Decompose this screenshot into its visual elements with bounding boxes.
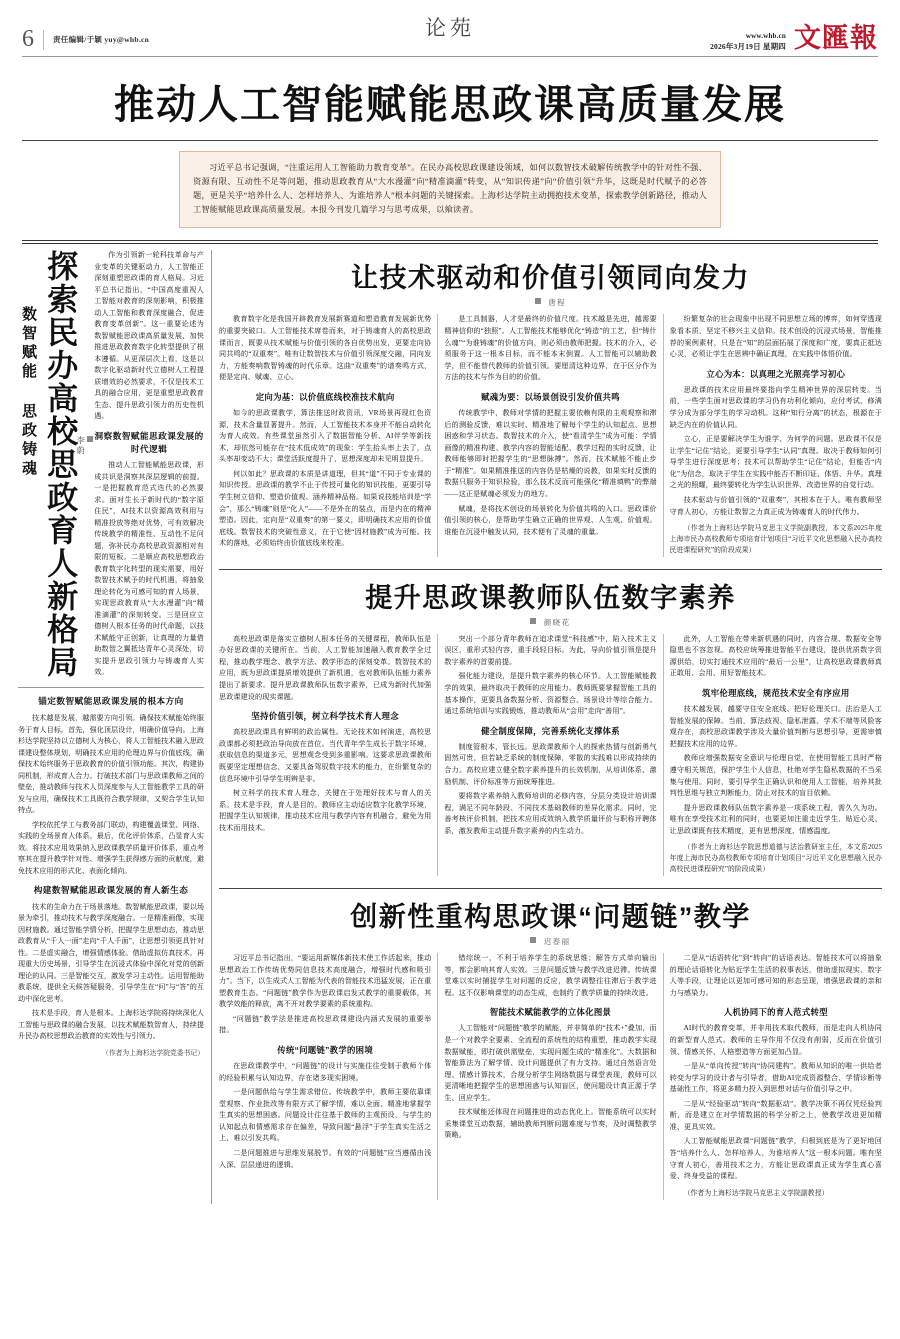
paragraph: 树立科学的技术育人理念，关键在于处理好技术与育人的关系。技术是手段，育人是目的。教师应主动适应数字化教学环境，把握学生认知规律，推动技术应用与教学内容有机融合，避免为用技术而用技术。: [219, 789, 432, 832]
paragraph: 教育数字化是我国开辟教育发展新赛道和塑造教育发展新优势的重要突破口。人工智能技术席卷而来，对于铸魂育人的高校思政课而言，既要从技术赋能与价值引领的各自优势出发，更要走向协同共鸣的“双重奏”。唯有让数智技术与价值引领深度交融，同向发力，方能奏响数智铸魂的时代乐章。这曲“双重奏”的谱奏鸣方式，便是定向、赋魂、立心。: [219, 315, 432, 382]
feature-section-3-p1: 技术的生命力在于场景落地。数智赋能思政课，要以场景为牵引，推动技术与教学深度融合。一是精准画像，实现因材施教。通过智能学情分析，把握学生思想动态，推动思政教育从“千人一面”走向“千人千面”，让思想引领更具针对性。二是虚实融合，增强情感体验。借助虚拟仿真技术，再现重大历史场景，引导学生在沉浸式体验中深化对党的创新理论的认同。三是智能交互，激发学习主动性。运用智能助教系统，提供全天候答疑服务，引导学生在“问”与“答”的互动中深化思考。: [18, 903, 204, 1003]
paragraph: 二是从“经验驱动”转向“数据驱动”。教学决策不再仅凭经验判断，而是建立在对学情数据的科学分析之上，使教学改进更加精准、更具实效。: [669, 1099, 882, 1131]
article-3-author-name: 迟春丽: [543, 936, 571, 946]
article-1-author: [219, 297, 882, 314]
paragraph: 制度管根本，管长远。思政课教师个人的探索热情与创新勇气固然可贵，但若缺乏系统的制度保障，零散的实践难以形成持续的合力。高校应建立健全数字素养提升的长效机制，从培训体系、激励机制、评价标准等方面统筹推进。: [444, 742, 657, 786]
paragraph: 纷繁复杂的社会现象中出现不同思想立场的博弈，如何穿透现象看本质，坚定不移兴主义信仰。技术创设的沉浸式场景，智能推荐的案例素材，只是在“知”的层面拓展了深度和广度，要真正抵达心灵，必须让学生在思辨中确证真理，在实践中体悟价值。: [669, 315, 882, 359]
subheading: 定向为基：以价值底线校准技术航向: [255, 391, 395, 402]
paragraph: 人工智能赋能思政课“问题链”教学，归根到底是为了更好地回答“培养什么人、怎样培养人、为谁培养人”这一根本问题。唯有坚守育人初心，善用技术之力，方能让思政课真正成为学生真心喜爱、终身受益的课程。: [669, 1137, 882, 1181]
paragraph: 此外，人工智能在带来新机遇的同时，内容合规、数据安全等隐患也不容忽视。高校应统筹推进智能平台建设，提供优质数字资源供给，切实打通技术应用的“最后一公里”，让高校思政课教师真正敢用、会用、用好智能技术。: [669, 634, 882, 678]
paragraph: 如今的思政课教学，算法推送时政资讯，VR场景再现红色资源，技术含量显著提升。然而，人工智能技术本身并不能自动转化为育人成效。有些课堂虽然引入了数据智能分析、AI伴学等新技术，却依然可能存在“技术低成效”的现象：学生抬头率上去了，点头率却变动不大；课堂活跃度提升了，思想深度却未见明显提升。: [219, 409, 432, 464]
article-2-author-name: 颜晓花: [543, 617, 571, 627]
paragraph: 要将数字素养纳入教师培训的必修内容，分层分类设计培训课程，满足不同年龄段、不同技术基础教师的差异化需求。同时，完善考核评价机制，把技术应用成效纳入教学质量评价与职称评聘体系，激发教师主动提升数字素养的内生动力。: [444, 792, 657, 835]
subheading: 人机协同下的育人范式转型: [723, 1007, 828, 1018]
article-3-columns: [219, 953, 882, 1200]
subheading: 坚持价值引领，树立科学技术育人理念: [251, 711, 399, 722]
article-1-columns: [219, 314, 882, 556]
paragraph: “问题链”教学法是推进高校思政课建设内涵式发展的重要举措。: [219, 1014, 432, 1035]
bullet-square-icon: [530, 618, 536, 624]
article-2-col-2: [438, 634, 662, 876]
article-2-columns: [219, 634, 882, 876]
paragraph: 立心，正是要解决学生为谁学、为何学的问题。思政课不仅是让学生“记住”结论，更要引导学生“认同”真理。取决于教师如何引导学生进行深度思考；技术可以帮助学生“记住”结论，但能否“内化”为信念，取决于学生在实践中能否不断印证、体悟、升华。真理之光的照耀，最终要转化为学生认识世界、改造世界的自觉行动。: [669, 435, 882, 490]
feature-section-title-1: 洞察数智赋能思政课发展的时代逻辑: [94, 430, 204, 454]
article-1-title: 让技术驱动和价值引领同向发力: [351, 263, 750, 294]
lead-rule: [22, 240, 878, 241]
feature-section-2: [18, 688, 204, 1058]
article-1-col-1: [219, 314, 437, 556]
page-body: [18, 244, 882, 1203]
article-3: [219, 889, 882, 1204]
paragraph: 习近平总书记指出，“要运用新媒体新技术使工作活起来，推动思想政治工作传统优势同信息技术高度融合，增强时代感和吸引力”。当下，以生成式人工智能为代表的智能技术迅猛发展，正在重塑教育生态。“问题链”教学作为思政课启发式教学的重要载体，其教学效能的释放，离不开对教学要素的系统重构。: [219, 953, 432, 1009]
paragraph: AI时代的教育变革，并非用技术取代教师，而是走向人机协同的新型育人范式。教师的主导作用不仅没有削弱，反而在价值引领、情感关怀、人格塑造等方面更加凸显。: [669, 1024, 882, 1056]
paragraph: 思政课的技术应用最终要指向学生精神世界的深层转变。当前，一些学生面对思政课的学习仍有功利化倾向，应付考试、修满学分成为部分学生的学习动机。这种“知行分离”的状态，根源在于缺乏内在的价值认同。: [669, 385, 882, 429]
articles-stack: [219, 250, 882, 1203]
bullet-square-icon: [87, 436, 93, 442]
feature-author-name: 李蔚: [76, 436, 86, 457]
feature-section-2-p2: 学校依托学工与教务部门联动，构建覆盖课堂、网络、实践的全场景育人体系。最后，优化评价体系，凸显育人实效。将技术应用效果纳入思政课教学质量评价体系，重点考察其在提升教学针对性、增强学生获得感方面的贡献度，避免技术应用的形式化、表面化倾向。: [18, 820, 204, 875]
newspaper-logo: 文匯報: [794, 23, 878, 54]
feature-author: [75, 436, 94, 456]
site-url: www.whb.cn: [745, 32, 786, 41]
paragraph: 错综统一，不利于培养学生的系统思维；解答方式单向输出等，都会影响其育人实效。三是问题反馈与教学改进迟滞。传统课堂难以实时捕捉学生对问题的反应，教学调整往往滞后于教学进程。这不仅影响课堂的动态生成，也制约了教学质量的持续改进。: [444, 953, 657, 997]
subheading: 传统“问题链”教学的困境: [277, 1044, 374, 1055]
article-1-signature: （作者为上海杉达学院马克思主义学院副教授，本文系2025年度上海市民办高校教师专项培育计划项目“习近平文化思想融入民办高校民进课程研究”的阶段成果）: [669, 525, 882, 554]
paragraph: 强化能力建设，是提升数字素养的核心环节。人工智能赋能教学的效果，最终取决于教师的应用能力。教师既要掌握智能工具的基本操作，更要具备数据分析、资源整合、场景设计等综合能力。通过系统培训与实践锻炼，推动教师从“会用”走向“善用”。: [444, 672, 657, 716]
paragraph: 提升思政课教师队伍数字素养是一项系统工程，需久久为功。唯有在享受技术红利的同时，也要更加注重走近学生、贴近心灵，让思政课既有技术精度，更有思想深度、情感温度。: [669, 803, 882, 835]
feature-section-3-p2: 技术是手段，育人是根本。上海杉达学院将持续深化人工智能与思政课的融合发展，以技术赋能数智育人，持续提升民办高校思想政治教育的实效性与引领力。: [18, 1009, 204, 1041]
article-3-col-1: [219, 953, 437, 1200]
lead-paragraph: 习近平总书记强调，“注重运用人工智能助力教育变革”。在民办高校思政课建设领域，如何以数智技术破解传统教学中的针对性不强、资源有限、互动性不足等问题，推动思政教育从“大水漫灌”向“精准滴灌”转变，从“知识传递”向“价值引领”升华，这既是时代赋予的必答题，更是关乎“培养什么人、怎样培养人、为谁培养人”根本问题的关键探索。上海杉达学院主动拥抱技术变革，探索教学创新路径，推动人工智能赋能思政课高质量发展。本报今刊发几篇学习与思考成果，以飨读者。: [179, 151, 721, 228]
feature-section-title-2: 锚定数智赋能思政课发展的根本方向: [38, 696, 184, 707]
article-1-col-3: [664, 314, 882, 556]
feature-section-2-p1: 技术越是发展，越需要方向引领。确保技术赋能始终服务于育人目标。首先，强化顶层设计，明确价值导向。上海杉达学院坚持以立德树人为核心，将人工智能技术融入思政课建设整体规划，明确技术应用的伦理边界与价值底线，确保技术始终服务于思政教育的价值引领功能。其次，构建协同机制，形成育人合力。打破技术部门与思政课教师之间的壁垒，推动教师与技术人员深度参与人工智能教学工具的研发与应用，确保技术工具既符合教学规律，又契合学生认知特点。: [18, 714, 204, 815]
paragraph: 突出一个部分青年教师在追求课堂“科技感”中，陷入技术主义误区，重形式轻内容，重手段轻目标。为此，导向价值引领是提升数字素养的首要前提。: [444, 634, 657, 666]
bullet-square-icon: [530, 937, 536, 943]
article-1: [219, 250, 882, 560]
feature-lead-column: [94, 250, 204, 680]
paragraph: 技术赋能还体现在问题推进的动态优化上。智能系统可以实时采集课堂互动数据，辅助教师判断问题难度与节奏，及时调整教学策略。: [444, 1108, 657, 1140]
page-title: 推动人工智能赋能思政课高质量发展: [114, 83, 786, 127]
feature-section-1-p1: 推动人工智能赋能思政课，形成共识是洞察其深层逻辑的前提。一是把握教育范式迭代的必然要求。面对生长于新时代的“数字原住民”，AI技术以资源高效利用与精准投放等绝对优势，可有效解决传统教学的精准性、互动性不足问题，弥补民办高校思政资源相对有限的短板。二是顺应高校思想政治教育数字化转型的现实需要，用好数智技术赋予的时代机遇，将抽象理论转化为可感可知的育人场景，实现思政教育从“大水漫灌”向“精准滴灌”的深刻转变。三是回应立德树人根本任务的时代命题，以技术赋能守正创新，让真理的力量借助数智之翼抵达青年心灵深处，切实提升思政引领力与铸魂育人实效。: [94, 461, 204, 677]
editor-credit: 责任编辑/于颖 yuy@whb.cn: [53, 35, 150, 44]
paragraph: 是工具制器，人才是最终的价值尺度。技术越是先进，越需要精神信仰的“独照”。人工智能技术能够优化“铸造”的工艺，但“铸什么魂”“为谁铸魂”的价值方向，则必须由教师把握。技术的介入，必须服务于这一根本目标，而不能本末倒置。人工智能可以辅助教学，但不能替代教师的价值引领。要厘清这种边界，在于区分作为方法的技术与作为目的的价值。: [444, 315, 657, 382]
paragraph: 赋魂，是将技术创设的场景转化为价值共鸣的入口。思政课价值引领的核心，是帮助学生确立正确的世界观、人生观、价值观。谁能在沉浸中触发认同，技术便有了灵魂的重量。: [444, 504, 657, 536]
feature-signature: （作者为上海杉达学院党委书记）: [102, 1049, 204, 1057]
article-2-signature: （作者为上海杉达学院思想道德与法治教研室主任，本文系2025年度上海市民办高校教师专项培育计划项目“习近平文化思想融入民办高校民进课程研究”的阶段成果）: [669, 844, 882, 874]
paragraph: 技术越发展，越要守住安全底线、把好伦理关口。法治是人工智能发展的保障。当前，算法歧视、隐私泄露、学术不端等风险客观存在，高校思政课教学涉及大量价值判断与思想引导，更需审慎把握技术应用的边界。: [669, 705, 882, 748]
masthead: [18, 0, 882, 54]
paragraph: 人工智能对“问题链”教学的赋能，并非简单的“技术+”叠加，而是一个对教学全要素、全流程的系统性的结构重塑，推动教学实现数据赋能，即打破供需壁垒，实现问题生成的“精准化”。大数据和智能算法为了解学情、设计问题提供了有力支持。通过自然语言处理、情感计算技术，合规分析学生网络数据与课堂表现，教师可以更清晰地把握学生的思想困惑与认知盲区，使问题设计真正源于学生、回应学生。: [444, 1024, 657, 1102]
article-3-col-2: [438, 953, 662, 1200]
article-3-signature: （作者为上海杉达学院马克思主义学院副教授）: [683, 1189, 829, 1197]
paragraph: 技术驱动与价值引领的“双重奏”，其根本在于人。唯有教师坚守育人初心，方能让数智之力真正成为铸魂育人的时代伟力。: [669, 495, 882, 516]
paragraph: 二是问题推进与思维发展脱节。有效的“问题链”应当遵循由浅入深、层层递进的逻辑。: [219, 1149, 432, 1169]
paragraph: 教师应增强数据安全意识与伦理自觉，在使用智能工具时严格遵守相关规范，保护学生个人信息，杜绝对学生隐私数据的不当采集与使用。同时，要引导学生正确认识和使用人工智能，培养其批判性思维与独立判断能力，防止对技术的盲目依赖。: [669, 754, 882, 798]
paragraph: 传统教学中，教师对学情的把握主要依赖有限的主观观察和滞后的测验反馈，难以实时、精准地了解每个学生的认知起点、思想困惑和学习状态。数智技术的介入，使“看清学生”成为可能：学情画像的精准构建、教学内容的智能适配、教学过程的实时反馈，让教师能够即时把握学生的“思想脉搏”。然而，技术赋能不能止步于“精准”。如果精准推送的内容仍是枯燥的说教，如果实时反馈的数据只服务于知识检验，那么技术反而可能强化“精准填鸭”的弊端——这正是赋魂必须发力的地方。: [444, 409, 657, 498]
article-2-col-1: [219, 634, 437, 876]
section-title: 论苑: [425, 16, 475, 40]
paragraph: 在思政课教学中，“问题链”的设计与实施往往受制于教师个体的经验积累与认知边界，存在诸多现实困境。: [219, 1062, 432, 1082]
feature-section-title-3: 构建数智赋能思政课发展的育人新生态: [33, 885, 189, 896]
feature-title: 探索民办高校思政育人新格局: [42, 250, 78, 680]
page-folio: 6: [22, 26, 34, 52]
feature-subtitle: 数智赋能 思政铸魂: [20, 306, 37, 480]
subheading: 智能技术赋能教学的立体化图景: [489, 1007, 612, 1018]
article-2-col-3: [664, 634, 882, 876]
article-2: [219, 570, 882, 880]
paragraph: 一是问题供给与学生需求错位。传统教学中，教师主要依靠课堂观察、作业批改等有限方式了解学情，难以全面、精准地掌握学生真实的思想困惑。问题设计往往基于教师的主观预设，与学生的认知起点和情感需求存在偏差，导致问题“悬浮”于学生真实生活之上，难以引发共鸣。: [219, 1088, 432, 1143]
subheading: 立心为本：以真理之光照亮学习初心: [706, 368, 846, 379]
lead-box-wrapper: [18, 141, 882, 240]
feature-article: [18, 250, 204, 1203]
article-3-col-3: [664, 953, 882, 1200]
bullet-square-icon: [535, 298, 541, 304]
feature-lead-paragraph: 作为引领新一轮科技革命与产业变革的关键驱动力，人工智能正深刻重塑思政课的育人格局。习近平总书记指出，“中国高度重视人工智能对教育的深刻影响，积极推动人工智能和教育深度融合，促进教育变革创新”。这一重要论述为数智赋能思政课高质量发展、加快推进思政教育数字化转型提供了根本遵循。从更深层次上看，这是以数字化驱动新时代立德树人工程提质增效的必然要求，不仅是技术工具的融合应用，更是重塑思政教育生态、提升思政引领力的历史性机遇。: [94, 251, 204, 421]
paragraph: 二是从“话语转化”到“转向”的话语表达。智能技术可以将抽象的理论话语转化为贴近学生生活的叙事表达，借助虚拟现实、数字人等手段，让理论以更加可感可知的形态呈现，增强思政课的亲和力与感染力。: [669, 953, 882, 997]
paragraph: 高校思政课具有鲜明的政治属性。无论技术如何演进，高校思政课都必须把政治导向放在首位。当代青年学生成长于数字环境，获取信息的渠道多元，思想观念受到多重影响。这要求思政课教师既要坚定理想信念，又要具备驾驭数字技术的能力，在纷繁复杂的信息环境中引导学生明辨是非。: [219, 728, 432, 783]
article-2-author: [219, 617, 882, 634]
article-1-author-name: 唐程: [548, 298, 567, 308]
subheading: 筑牢伦理底线，规范技术安全有序应用: [702, 687, 850, 698]
paragraph: 何以如此？思政课的本质是讲道理，但其“道”不同于专业课的知识传授。思政课的教学不止于传授可量化的知识技能，更要引导学生树立信仰、塑造价值观、涵养精神品格。如果说技能培训是“学会”，那么“铸魂”则是“化人”——不是外在的装点，而是内在的精神塑造。因此，定向是“双重奏”的第一要义，即明确技术应用的价值底线。数智技术的突破性意义，在于它使“因材施教”成为可能。技术的落地，必须始终由价值底线来校准。: [219, 469, 432, 548]
subheading: 赋魂为要：以场景创设引发价值共鸣: [481, 391, 620, 402]
article-2-title: 提升思政课教师队伍数字素养: [365, 582, 736, 613]
feature-top: [18, 250, 204, 680]
article-3-title: 创新性重构思政课“问题链”教学: [350, 901, 751, 932]
article-3-author: [219, 936, 882, 953]
article-1-col-2: [438, 314, 662, 556]
subheading: 健全制度保障，完善系统化支撑体系: [481, 725, 620, 736]
paragraph: 一是从“单向传授”转向“协同建构”。教师从知识的唯一供给者转变为学习的设计者与引导者，借助AI完成资源整合、学情诊断等基础性工作，将更多精力投入到思想对话与价值引导之中。: [669, 1062, 882, 1094]
paragraph: 高校思政课是落实立德树人根本任务的关键课程，教师队伍是办好思政课的关键所在。当前，人工智能加速融入教育教学全过程，推动教学理念、教学方法、教学形态的深刻变革。数智技术的应用，既为思政课提质增效提供了新机遇，也对教师队伍能力素养提出了新要求。提升思政课教师队伍数字素养，已成为新时代加强思政课建设的现实课题。: [219, 634, 432, 701]
publication-date: 2026年3月19日 星期四: [710, 41, 786, 51]
column-divider-main: [211, 250, 212, 1203]
